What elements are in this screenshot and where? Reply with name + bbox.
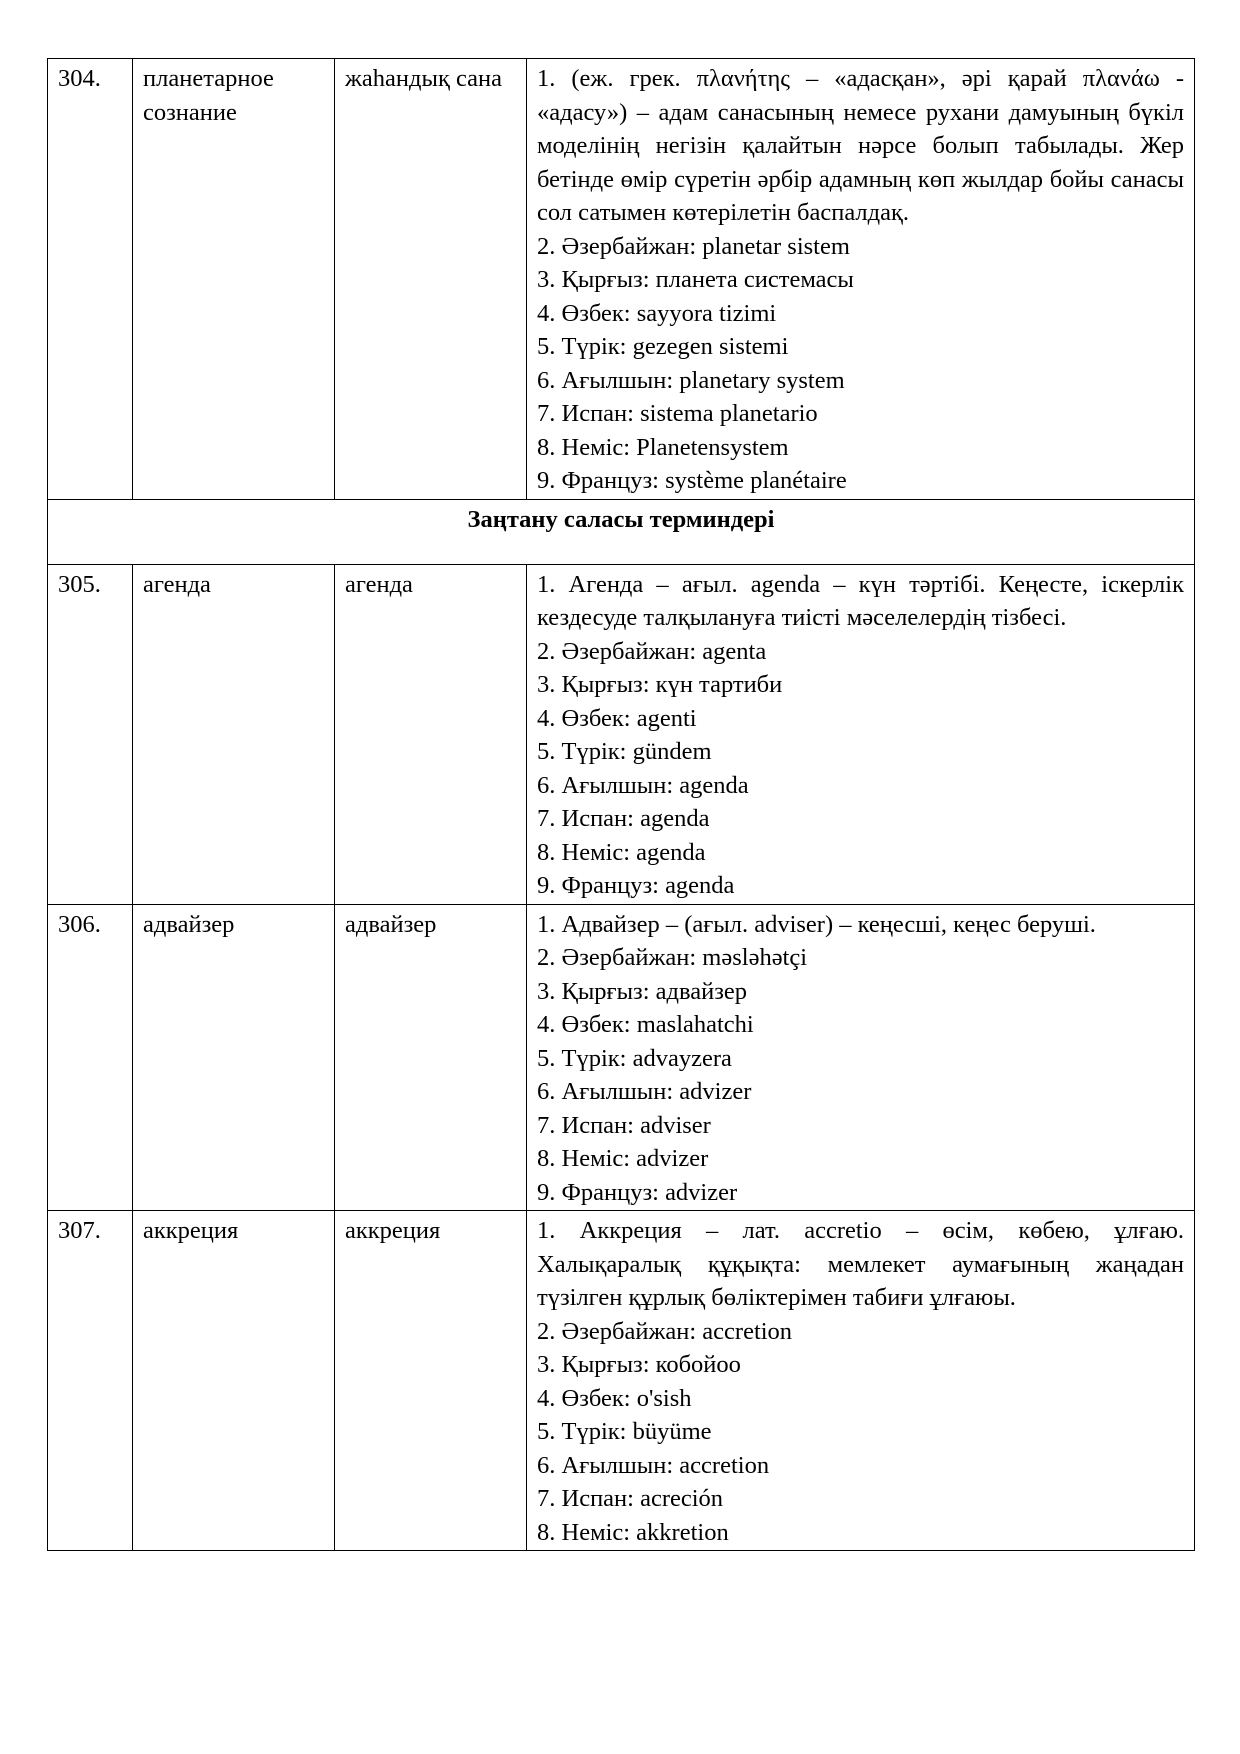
term-definition: 1. Адвайзер – (ағыл. adviser) – кеңесші, кеңес беруші. [537,910,1096,938]
term-russian: агенда [133,564,335,904]
translation-line: 3. Қырғыз: адвайзер [537,977,748,1005]
term-definition: 1. Аккреция – лат. accretio – өсім, көбею, ұлғаю. Халықаралық құқықта: мемлекет аумағының жаңадан түзілген құрлық бөліктерімен табиғи ұлғаюы. [537,1217,1184,1311]
translation-line: 5. Түрік: gezegen sistemi [537,333,789,360]
document-page [47,58,1194,1551]
term-definition-cell [527,904,1195,1211]
translation-line: 5. Түрік: büyüme [537,1418,712,1445]
term-number: 307. [48,1211,133,1551]
translation-line: 4. Өзбек: maslahatchi [537,1011,754,1038]
term-definition-cell [527,564,1195,904]
term-definition-cell [527,59,1195,500]
translation-line: 7. Испан: adviser [537,1111,711,1139]
translation-line: 4. Өзбек: agenti [537,704,697,732]
term-kazakh: аккреция [335,1211,527,1551]
term-number: 304. [48,59,133,500]
translation-line: 8. Неміс: akkretion [537,1518,729,1546]
translation-line: 6. Ағылшын: accretion [537,1451,770,1479]
translation-line: 2. Әзербайжан: planetar sistem [537,232,850,260]
term-russian: планетарное сознание [133,59,335,500]
translation-line: 9. Француз: agenda [537,872,735,899]
table-body-after [48,564,1195,1551]
term-row [48,564,1195,904]
term-number: 306. [48,904,133,1211]
translation-line: 8. Неміс: agenda [537,838,706,866]
section-header-row [48,499,1195,564]
term-kazakh: жаһандық сана [335,59,527,500]
translation-line: 2. Әзербайжан: agenta [537,637,767,665]
term-russian: адвайзер [133,904,335,1211]
term-definition: 1. Агенда – ағыл. agenda – күн тәртібі. Кеңесте, іскерлік кездесуде талқылануға тиісті мәселелердің тізбесі. [537,570,1184,631]
term-definition: 1. (еж. грек. πλανήτης – «адасқан», әрі қарай πλανάω - «адасу») – адам санасының немесе рухани дамуының бүкіл моделінің негізін қалайтын нәрсе болып табылады. Жер бетінде өмір сүретін әрбір адамның көп жылдар бойы санасы сол сатымен көтерілетін баспалдақ. [537,65,1184,226]
terminology-table [47,58,1195,1551]
translation-line: 5. Түрік: gündem [537,738,712,765]
translation-line: 9. Француз: advizer [537,1178,738,1206]
translation-line: 2. Әзербайжан: accretion [537,1317,793,1345]
term-number: 305. [48,564,133,904]
section-header-body [48,499,1195,564]
term-row [48,1211,1195,1551]
translation-line: 3. Қырғыз: күн тартиби [537,671,783,698]
translation-line: 2. Әзербайжан: məsləhətçi [537,944,808,971]
term-kazakh: агенда [335,564,527,904]
translation-line: 4. Өзбек: o'sish [537,1384,692,1412]
translation-line: 9. Француз: système planétaire [537,467,847,494]
translation-line: 8. Неміс: advizer [537,1145,709,1172]
table-body-before [48,59,1195,500]
translation-line: 3. Қырғыз: планета системасы [537,266,854,293]
translation-line: 5. Түрік: advayzera [537,1044,732,1072]
translation-line: 3. Қырғыз: кобойоо [537,1351,741,1378]
translation-line: 7. Испан: acreción [537,1485,724,1512]
translation-line: 6. Ағылшын: agenda [537,771,749,799]
translation-line: 6. Ағылшын: planetary system [537,366,845,394]
term-russian: аккреция [133,1211,335,1551]
translation-line: 7. Испан: sistema planetario [537,400,818,427]
term-definition-cell [527,1211,1195,1551]
term-kazakh: адвайзер [335,904,527,1211]
translation-line: 4. Өзбек: sayyora tizimi [537,299,777,327]
translation-line: 7. Испан: agenda [537,805,710,832]
translation-line: 8. Неміс: Planetensystem [537,433,789,461]
term-row [48,59,1195,500]
translation-line: 6. Ағылшын: advizer [537,1078,752,1105]
term-row [48,904,1195,1211]
section-title: Заңтану саласы терминдері [48,499,1195,564]
